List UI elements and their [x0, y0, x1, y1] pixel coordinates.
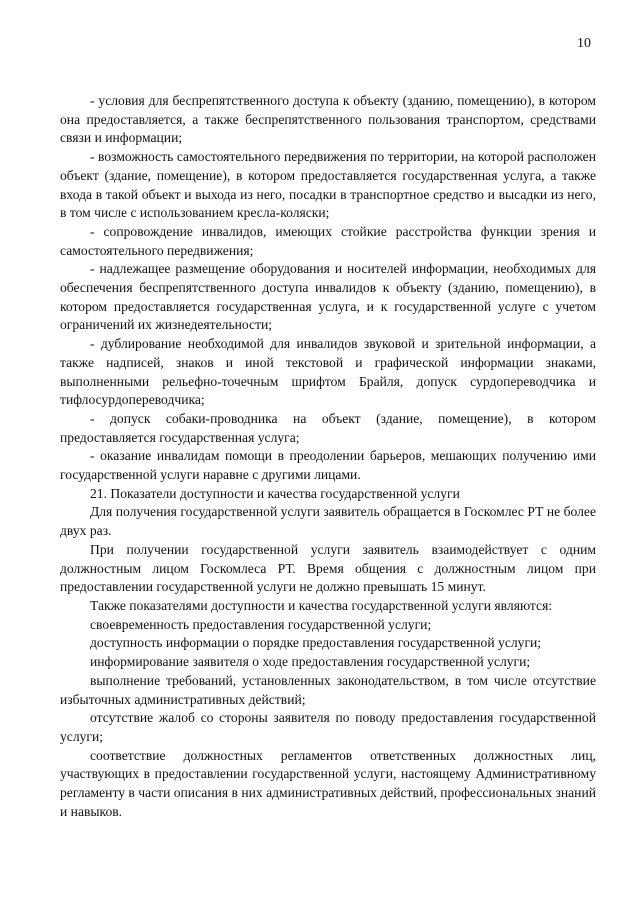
paragraph: Для получения государственной услуги заявитель обращается в Госкомлес РТ не более двух раз. [60, 504, 596, 539]
paragraph: - оказание инвалидам помощи в преодолении барьеров, мешающих получению ими государственной услуги наравне с другими лицами. [60, 448, 596, 483]
paragraph: При получении государственной услуги заявитель взаимодействует с одним должностным лицом Госкомлеса РТ. Время общения с должностным лицом при предоставлении государственной услуги не должно превышать 15 минут. [60, 541, 596, 595]
paragraph: - допуск собаки-проводника на объект (здание, помещение), в котором предоставляется государственная услуга; [60, 410, 596, 445]
paragraph: своевременность предоставления государственной услуги; [90, 616, 432, 632]
paragraph: - возможность самостоятельного передвижения по территории, на которой расположен объект (здание, помещение), в котором предоставляется государственная услуга, а также входа в такой объект и выхода из него, посадки в транспортное средство и высадки из него, в том числе с использованием кресла-коляски; [60, 149, 596, 221]
paragraph: - сопровождение инвалидов, имеющих стойкие расстройства функции зрения и самостоятельного передвижения; [60, 223, 596, 258]
paragraph: - надлежащее размещение оборудования и носителей информации, необходимых для обеспечения беспрепятственного доступа инвалидов к объекту (зданию, помещению), в котором предоставляется государственная услуга, и к государственной услуге с учетом ограничений их жизнедеятельности; [60, 261, 596, 333]
paragraph: информирование заявителя о ходе предоставления государственной услуги; [90, 654, 531, 670]
paragraph: - дублирование необходимой для инвалидов звуковой и зрительной информации, а также надписей, знаков и иной текстовой и графической информации знаками, выполненными рельефно-точечным шрифтом Брайля, допуск сурдопереводчика и тифлосурдопереводчика; [60, 336, 596, 408]
page-number: 10 [577, 36, 591, 51]
section-heading: 21. Показатели доступности и качества государственной услуги [90, 485, 460, 501]
paragraph: соответствие должностных регламентов ответственных должностных лиц, участвующих в предоставлении государственной услуги, настоящему Административному регламенту в части описания в них административных действий, профессиональных знаний и навыков. [60, 747, 596, 819]
document-body [60, 92, 596, 821]
paragraph: выполнение требований, установленных законодательством, в том числе отсутствие избыточных административных действий; [60, 672, 596, 707]
paragraph: доступность информации о порядке предоставления государственной услуги; [90, 635, 542, 651]
paragraph: Также показателями доступности и качества государственной услуги являются: [90, 597, 553, 613]
paragraph: - условия для беспрепятственного доступа к объекту (зданию, помещению), в котором она предоставляется, а также беспрепятственного пользования транспортом, средствами связи и информации; [60, 93, 596, 146]
paragraph: отсутствие жалоб со стороны заявителя по поводу предоставления государственной услуги; [60, 710, 596, 744]
